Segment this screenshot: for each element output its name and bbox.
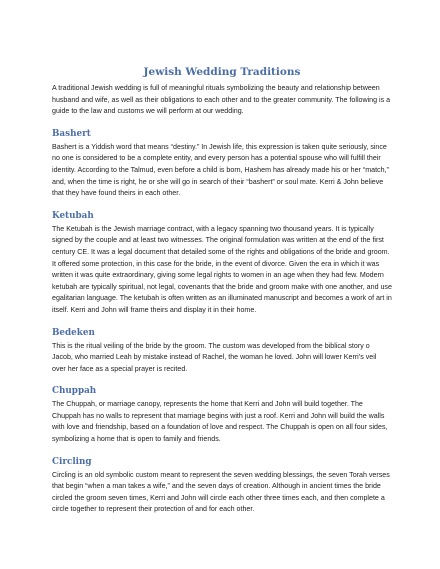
document-title: Jewish Wedding Traditions: [143, 66, 301, 78]
section-heading-chuppah: Chuppah: [52, 386, 97, 397]
section-heading-bashert: Bashert: [52, 128, 91, 139]
intro-paragraph: A traditional Jewish wedding is full of meaningful rituals symbolizing the beauty and relationship between husband and wife, as well as their obligations to each other and to the greater community. The following is a guide to the law and customs we will perform at our wedding.: [52, 84, 391, 116]
section-heading-bedeken: Bedeken: [52, 327, 95, 338]
section-body-circling: Circling is an old symbolic custom meant to represent the seven wedding blessings, the seven Torah verses that begin “when a man takes a wife,” and the seven days of creation. Although in ancient times the bride circled the groom seven times, Kerri and John will circle each other three times each, and then complete a circle together to represent their protection of and for each other.: [52, 470, 390, 514]
section-body-chuppah: The Chuppah, or marriage canopy, represents the home that Kerri and John will build together. The Chuppah has no walls to represent that marriage begins with just a roof. Kerri and John will build the walls with love and friendship, based on a foundation of love and respect. The Chuppah is open on all four sides, symbolizing a home that is open to family and friends.: [52, 400, 388, 444]
section-body-bedeken: This is the ritual veiling of the bride by the groom. The custom was developed from the biblical story o Jacob, who married Leah by mistake instead of Rachel, the woman he loved. John will lower Kerri’s veil over her face as a special prayer is recited.: [52, 341, 377, 373]
section-heading-circling: Circling: [52, 456, 92, 467]
section-body-bashert: Bashert is a Yiddish word that means “destiny.” In Jewish life, this expression is taken quite seriously, since no one is considered to be a complete entity, and every person has a potential spouse who will fulfill their identity. According to the Talmud, even before a child is born, Hashem has already made his or her “match,” and, when the time is right, he or she will go in search of their “bashert” or soul mate. Kerri & John believe that they have found theirs in each other.: [52, 142, 389, 198]
section-body-ketubah: The Ketubah is the Jewish marriage contract, with a legacy spanning two thousand years. It is typically signed by the couple and at least two witnesses. The original formulation was written at the end of the first century CE. It was a legal document that detailed some of the rights and obligations of the bride and groom. It offered some protection, in this case for the bride, in the event of divorce. Given the era in which it was written it was quite extraordinary, giving some legal rights to women in an age when they had few. Modern ketubah are typically spiritual, not legal, covenants that the bride and groom make with one another, and use egalitarian language. The ketubah is often written as an illuminated manuscript and becomes a work of art in itself. Kerri and John will frame theirs and display it in their home.: [52, 224, 392, 314]
document-page: [52, 66, 392, 516]
section-heading-ketubah: Ketubah: [52, 210, 94, 221]
